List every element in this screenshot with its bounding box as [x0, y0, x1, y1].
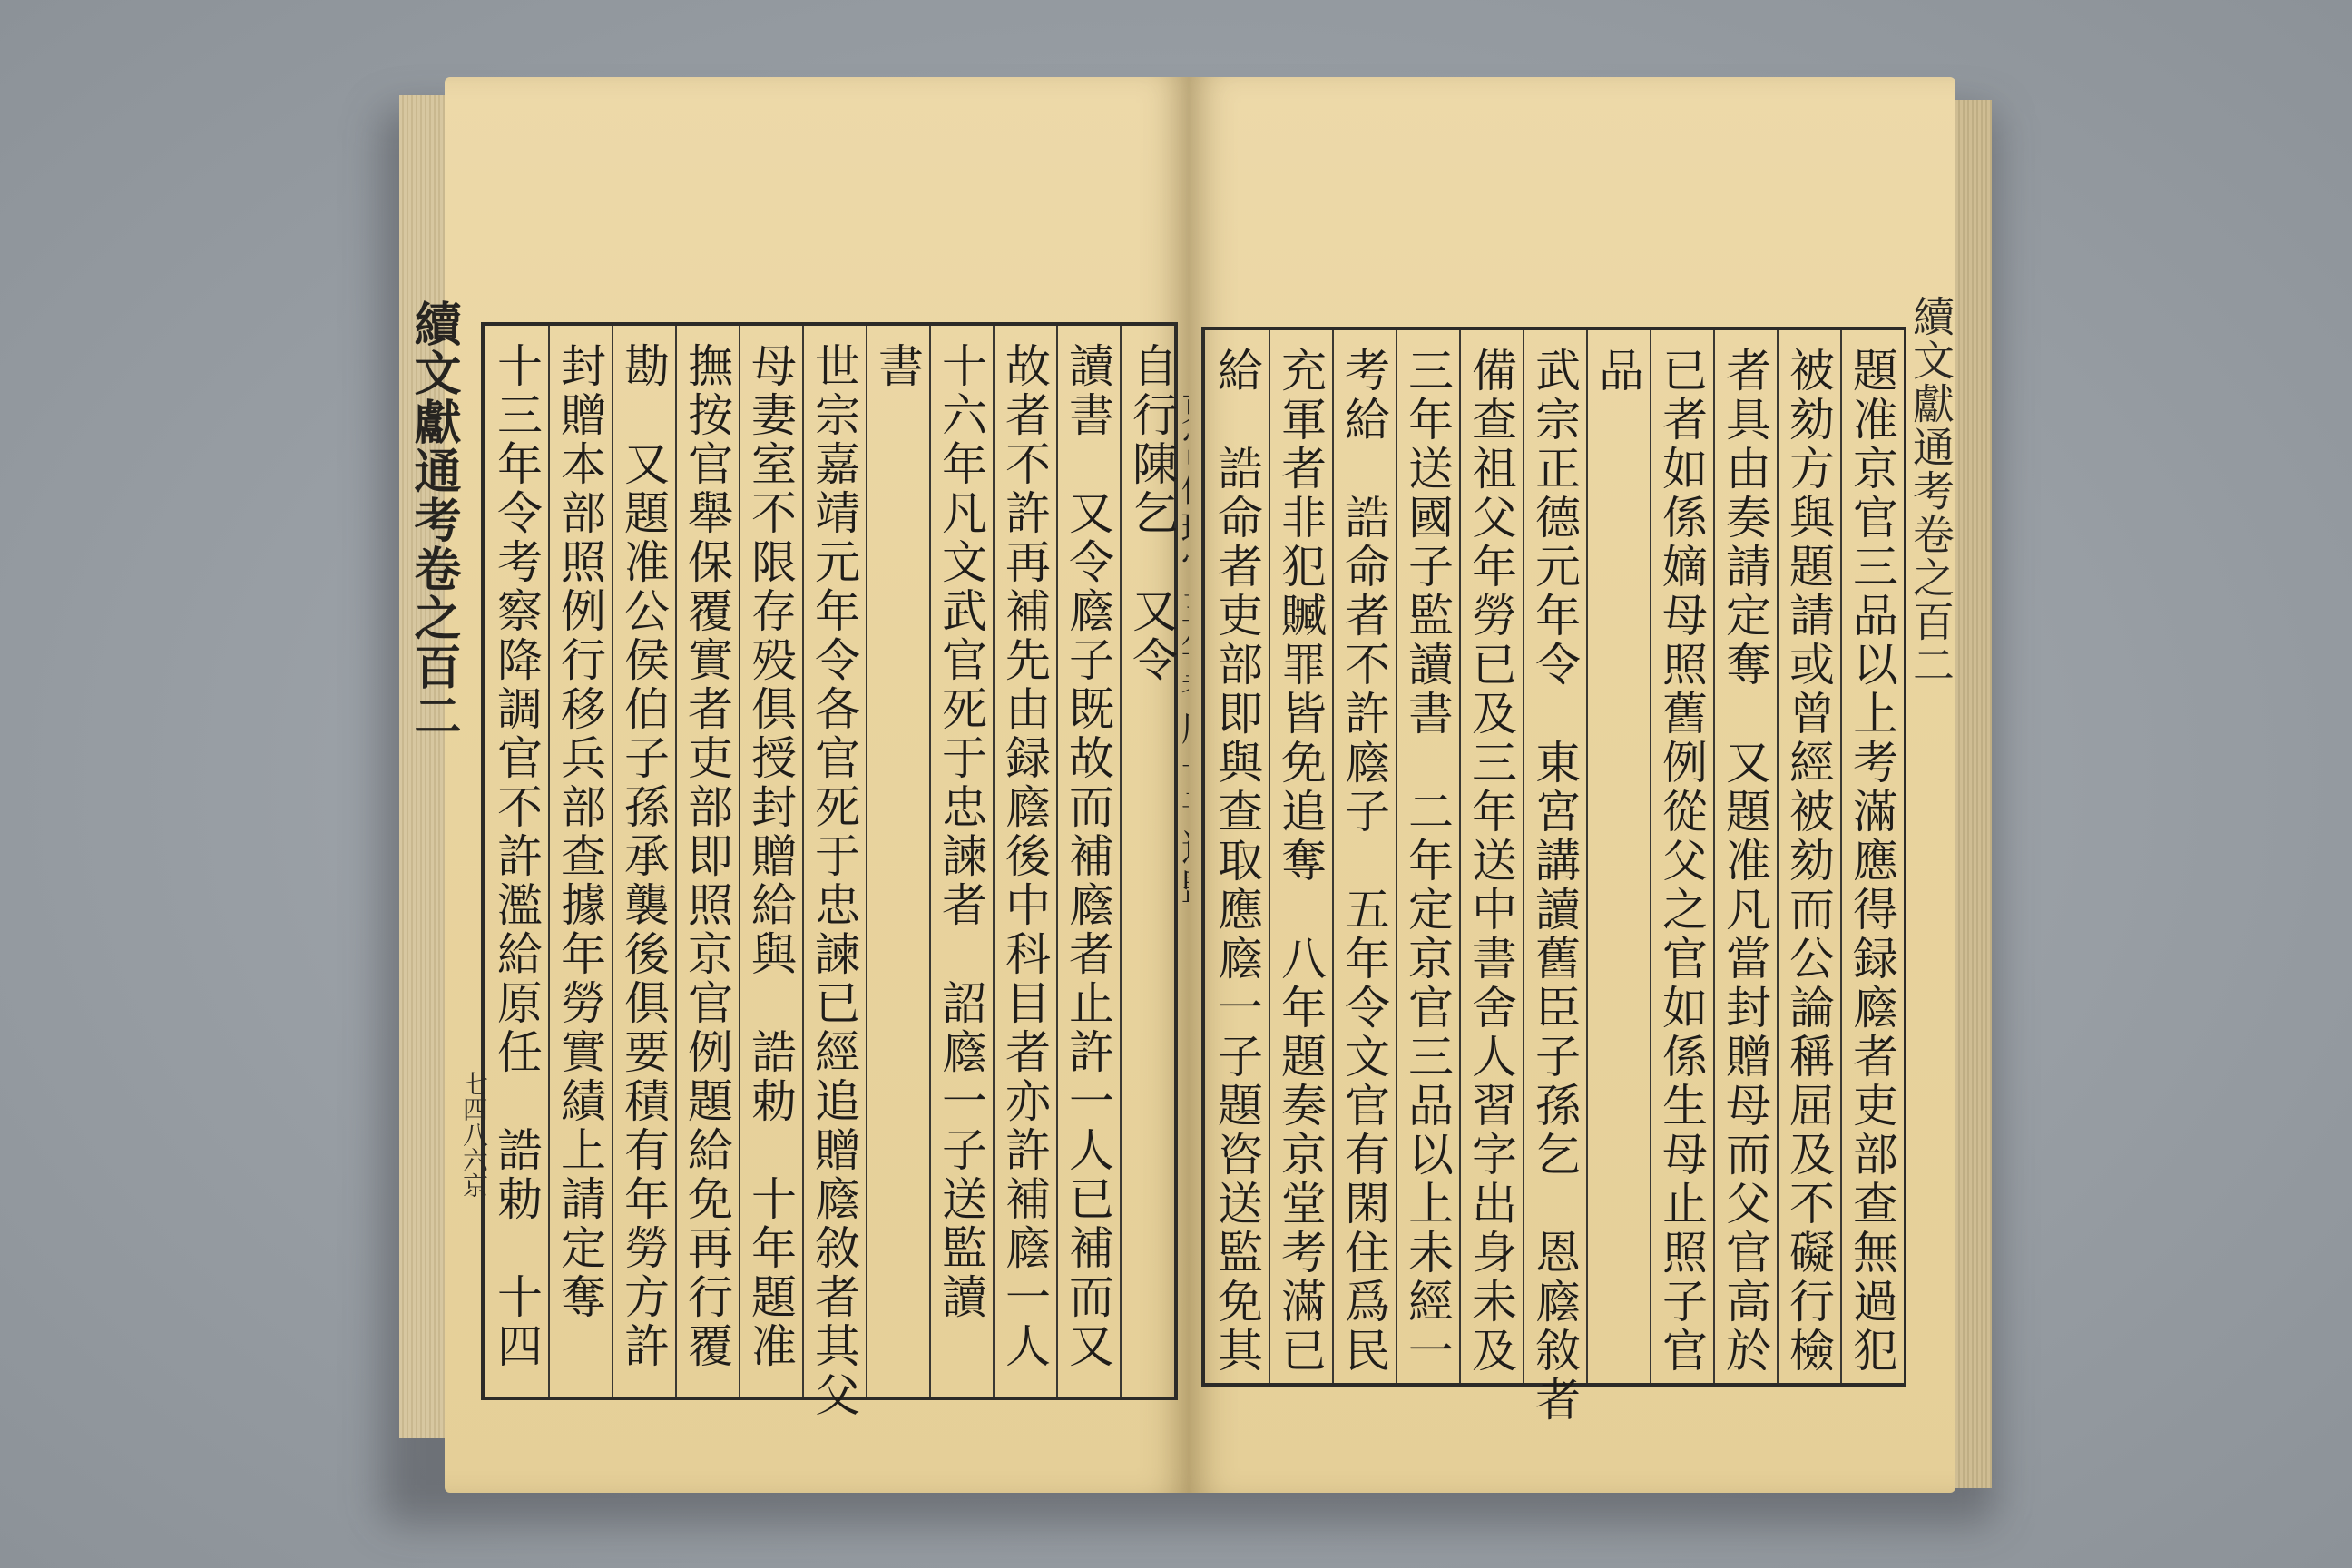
text-column: 者具由奏請定奪 又題准凡當封贈母而父官高於 [1719, 347, 1771, 1376]
text-column: 十三年令考察降調官不許濫給原任 誥勅 十四 [490, 342, 543, 1371]
text-column: 備查祖父年勞已及三年送中書舍人習字出身未及 [1465, 347, 1517, 1376]
text-column: 撫按官舉保覆實者吏部即照京官例題給免再行覆 [681, 342, 733, 1371]
spine-title: 續文獻通考卷之百二 [406, 299, 461, 740]
text-column: 被劾方與題請或曾經被劾而公論稱屈及不礙行檢 [1782, 347, 1835, 1376]
text-column: 三年送國子監讀書 二年定京官三品以上未經一 [1401, 347, 1454, 1376]
text-column: 書 [871, 342, 924, 391]
text-column: 封贈本部照例行移兵部查據年勞實績上請定奪 [554, 342, 606, 1322]
folio-note: 四八六京 [459, 1096, 489, 1198]
right-text-frame [1201, 327, 1906, 1425]
text-column: 品 [1592, 347, 1644, 396]
text-column: 勘 又題准公侯伯子孫承襲後俱要積有年勞方許 [617, 342, 670, 1371]
folio-number: 七 [459, 1071, 489, 1096]
left-text-frame [481, 322, 1178, 1420]
text-column: 充軍者非犯贓罪皆免追奪 八年題奏京堂考滿已 [1274, 347, 1327, 1376]
text-column: 題准京官三品以上考滿應得録廕者吏部查無過犯 [1846, 347, 1898, 1376]
text-column: 已者如係嫡母照舊例從父之官如係生母止照子官 [1655, 347, 1708, 1376]
left-page [445, 77, 1189, 1493]
right-page [1189, 77, 1955, 1493]
spine-number [456, 1071, 492, 1198]
text-column: 讀書 又令廕子既故而補廕者止許一人已補而又 [1062, 342, 1114, 1371]
text-column: 十六年凡文武官死于忠諫者 詔廕一子送監讀 [935, 342, 987, 1322]
text-column: 武宗正德元年令 東宮講讀舊臣子孫乞 恩廕敘者 [1528, 347, 1581, 1425]
text-column: 給 誥命者吏部即與查取應廕一子題咨送監免其 [1210, 347, 1263, 1376]
right-page-header: 續文獻通考卷之百二 [1906, 295, 1955, 687]
text-column: 考給 誥命者不許廕子 五年令文官有閑住爲民 [1338, 347, 1390, 1376]
text-column: 故者不許再補先由録廕後中科目者亦許補廕一人 [998, 342, 1051, 1371]
text-column: 世宗嘉靖元年令各官死于忠諫已經追贈廕敘者其父 [808, 342, 860, 1420]
text-column: 自行陳乞 又令 [1125, 342, 1178, 685]
text-column: 母妻室不限存殁俱授封贈給與 誥勅 十年題准 [744, 342, 797, 1371]
